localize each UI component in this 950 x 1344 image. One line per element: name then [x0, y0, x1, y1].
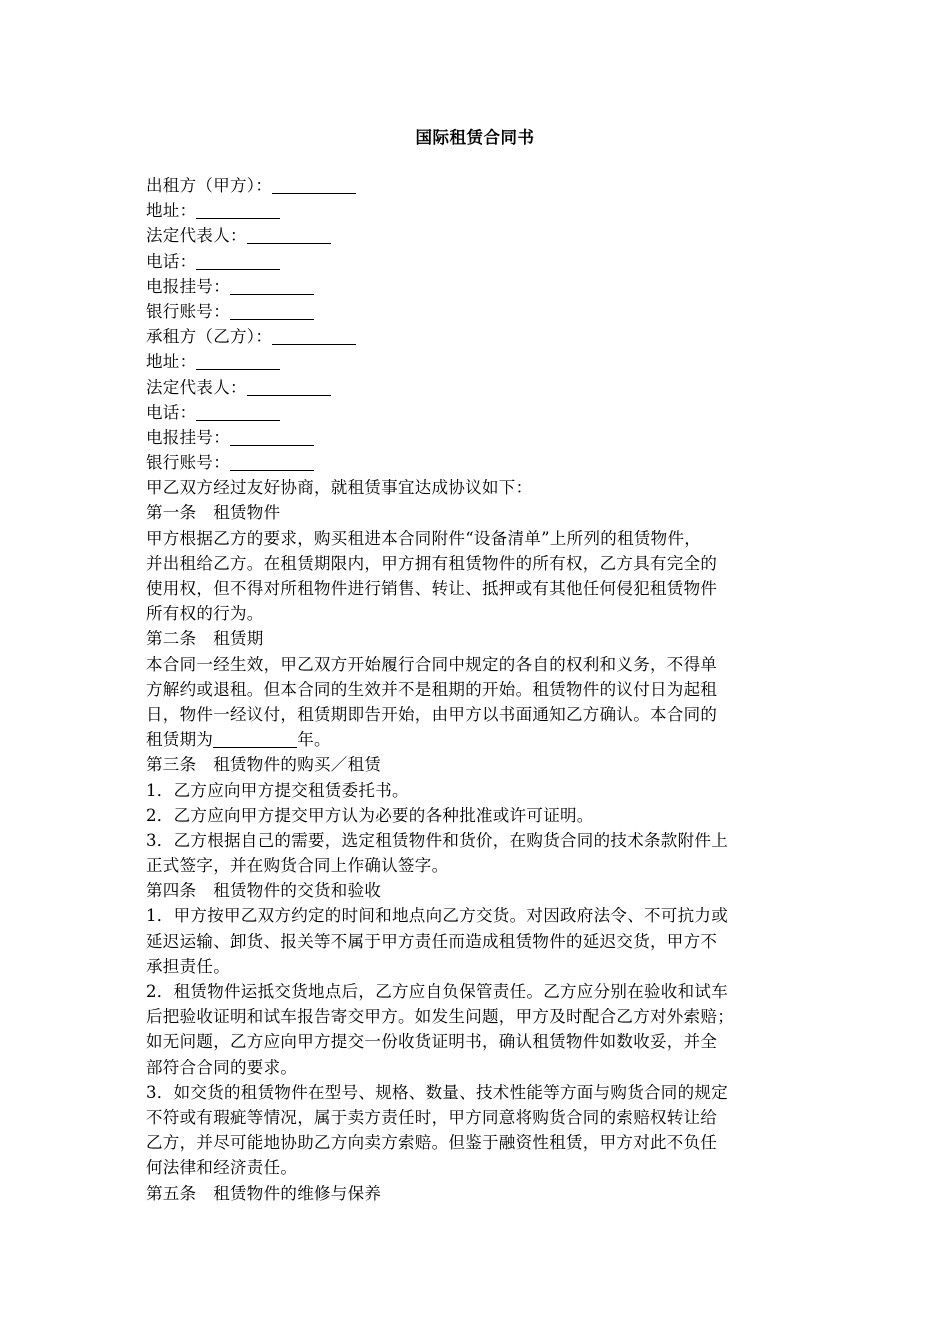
line-text: 第三条 租赁物件的购买／租赁 — [146, 755, 382, 775]
document-body — [146, 173, 814, 1206]
line-text: 如无问题，乙方应向甲方提交一份收货证明书，确认租赁物件如数收妥，并全 — [146, 1032, 718, 1052]
text-line — [146, 954, 814, 979]
line-text: 1．乙方应向甲方提交租赁委托书。 — [146, 780, 409, 800]
line-text: 正式签字，并在购货合同上作确认签字。 — [146, 856, 449, 876]
line-text: 所有权的行为。 — [146, 604, 264, 624]
text-line — [146, 526, 814, 551]
text-line — [146, 727, 814, 752]
text-line — [146, 1130, 814, 1155]
line-text: 电话： — [146, 251, 197, 271]
line-text: 承租方（乙方）： — [146, 327, 273, 347]
text-line — [146, 652, 814, 677]
fill-in-blank — [272, 192, 356, 194]
text-line — [146, 1055, 814, 1080]
line-text: 使用权，但不得对所租物件进行销售、转让、抵押或有其他任何侵犯租赁物件 — [146, 579, 718, 598]
fill-in-blank — [213, 746, 297, 748]
line-text: 甲乙双方经过友好协商，就租赁事宜达成协议如下： — [146, 478, 533, 498]
text-line — [146, 450, 814, 475]
line-text: 方解约或退租。但本合同的生效并不是租期的开始。租赁物件的议付日为起租 — [146, 679, 718, 699]
line-text: 并出租给乙方。在租赁期限内，甲方拥有租赁物件的所有权，乙方具有完全的 — [146, 553, 718, 573]
text-line — [146, 1105, 814, 1130]
fill-in-blank — [230, 318, 314, 320]
line-text: 2．乙方应向甲方提交甲方认为必要的各种批准或许可证明。 — [146, 805, 594, 825]
fill-in-blank — [272, 343, 356, 345]
text-line — [146, 979, 814, 1004]
text-line — [146, 778, 814, 803]
text-line — [146, 349, 814, 374]
line-text: 法定代表人： — [146, 226, 247, 246]
line-text: 地址： — [146, 201, 197, 221]
text-line — [146, 903, 814, 928]
text-line — [146, 929, 814, 954]
text-line — [146, 223, 814, 248]
text-line — [146, 702, 814, 727]
text-line — [146, 173, 814, 198]
fill-in-blank — [196, 217, 280, 219]
text-line — [146, 803, 814, 828]
line-text: 法定代表人： — [146, 377, 247, 397]
fill-in-blank — [230, 469, 314, 471]
fill-in-blank — [247, 242, 331, 244]
line-text: 电报挂号： — [146, 276, 230, 296]
line-text: 部符合合同的要求。 — [146, 1057, 298, 1077]
line-text: 2．租赁物件运抵交货地点后，乙方应自负保管责任。乙方应分别在验收和试车 — [146, 982, 728, 1001]
text-line — [146, 1181, 814, 1206]
text-line — [146, 752, 814, 777]
text-line — [146, 425, 814, 450]
line-text: 第一条 租赁物件 — [146, 503, 281, 523]
text-line — [146, 400, 814, 425]
text-line — [146, 551, 814, 576]
line-text: 不符或有瑕疵等情况，属于卖方责任时，甲方同意将购货合同的索赔权转让给 — [146, 1107, 718, 1127]
line-text: 延迟运输、卸货、报关等不属于甲方责任而造成租赁物件的延迟交货，甲方不 — [146, 931, 718, 951]
line-text: 何法律和经济责任。 — [146, 1158, 298, 1178]
line-text: 电话： — [146, 402, 197, 422]
line-text: 1．甲方按甲乙双方约定的时间和地点向乙方交货。对因政府法令、不可抗力或 — [146, 906, 728, 926]
text-line — [146, 576, 814, 601]
text-line — [146, 1155, 814, 1180]
line-text: 地址： — [146, 352, 197, 372]
text-line — [146, 601, 814, 626]
text-line — [146, 878, 814, 903]
line-text: 租赁期为 — [146, 730, 214, 750]
document-title: 国际租赁合同书 — [415, 128, 535, 147]
line-text: 第二条 租赁期 — [146, 629, 264, 649]
text-line — [146, 198, 814, 223]
text-line — [146, 375, 814, 400]
fill-in-blank — [230, 444, 314, 446]
line-text-after: 年。 — [297, 730, 331, 750]
line-text: 出租方（甲方）： — [146, 176, 273, 195]
line-text: 日，物件一经议付，租赁期即告开始，由甲方以书面通知乙方确认。本合同的 — [146, 704, 718, 724]
line-text: 第五条 租赁物件的维修与保养 — [146, 1183, 382, 1203]
line-text: 第四条 租赁物件的交货和验收 — [146, 881, 382, 901]
text-line — [146, 324, 814, 349]
line-text: 3．如交货的租赁物件在型号、规格、数量、技术性能等方面与购货合同的规定 — [146, 1082, 728, 1102]
text-line — [146, 1004, 814, 1029]
fill-in-blank — [196, 419, 280, 421]
line-text: 电报挂号： — [146, 427, 230, 447]
fill-in-blank — [247, 394, 331, 396]
line-text: 甲方根据乙方的要求，购买租进本合同附件“设备清单”上所列的租赁物件， — [146, 528, 702, 548]
line-text: 银行账号： — [146, 453, 230, 473]
text-line — [146, 828, 814, 853]
text-line — [146, 475, 814, 500]
line-text: 本合同一经生效，甲乙双方开始履行合同中规定的各自的权利和义务，不得单 — [146, 654, 718, 674]
text-line — [146, 1029, 814, 1054]
line-text: 后把验收证明和试车报告寄交甲方。如发生问题，甲方及时配合乙方对外索赔； — [146, 1007, 734, 1027]
text-line — [146, 626, 814, 651]
line-text: 银行账号： — [146, 301, 230, 321]
fill-in-blank — [196, 368, 280, 370]
text-line — [146, 853, 814, 878]
text-line — [146, 1080, 814, 1105]
text-line — [146, 677, 814, 702]
line-text: 承担责任。 — [146, 956, 230, 976]
text-line — [146, 299, 814, 324]
fill-in-blank — [230, 293, 314, 295]
line-text: 3．乙方根据自己的需要，选定租赁物件和货价，在购货合同的技术条款附件上 — [146, 830, 728, 850]
text-line — [146, 500, 814, 525]
text-line — [146, 249, 814, 274]
line-text: 乙方，并尽可能地协助乙方向卖方索赔。但鉴于融资性租赁，甲方对此不负任 — [146, 1133, 718, 1153]
text-line — [146, 274, 814, 299]
fill-in-blank — [196, 268, 280, 270]
